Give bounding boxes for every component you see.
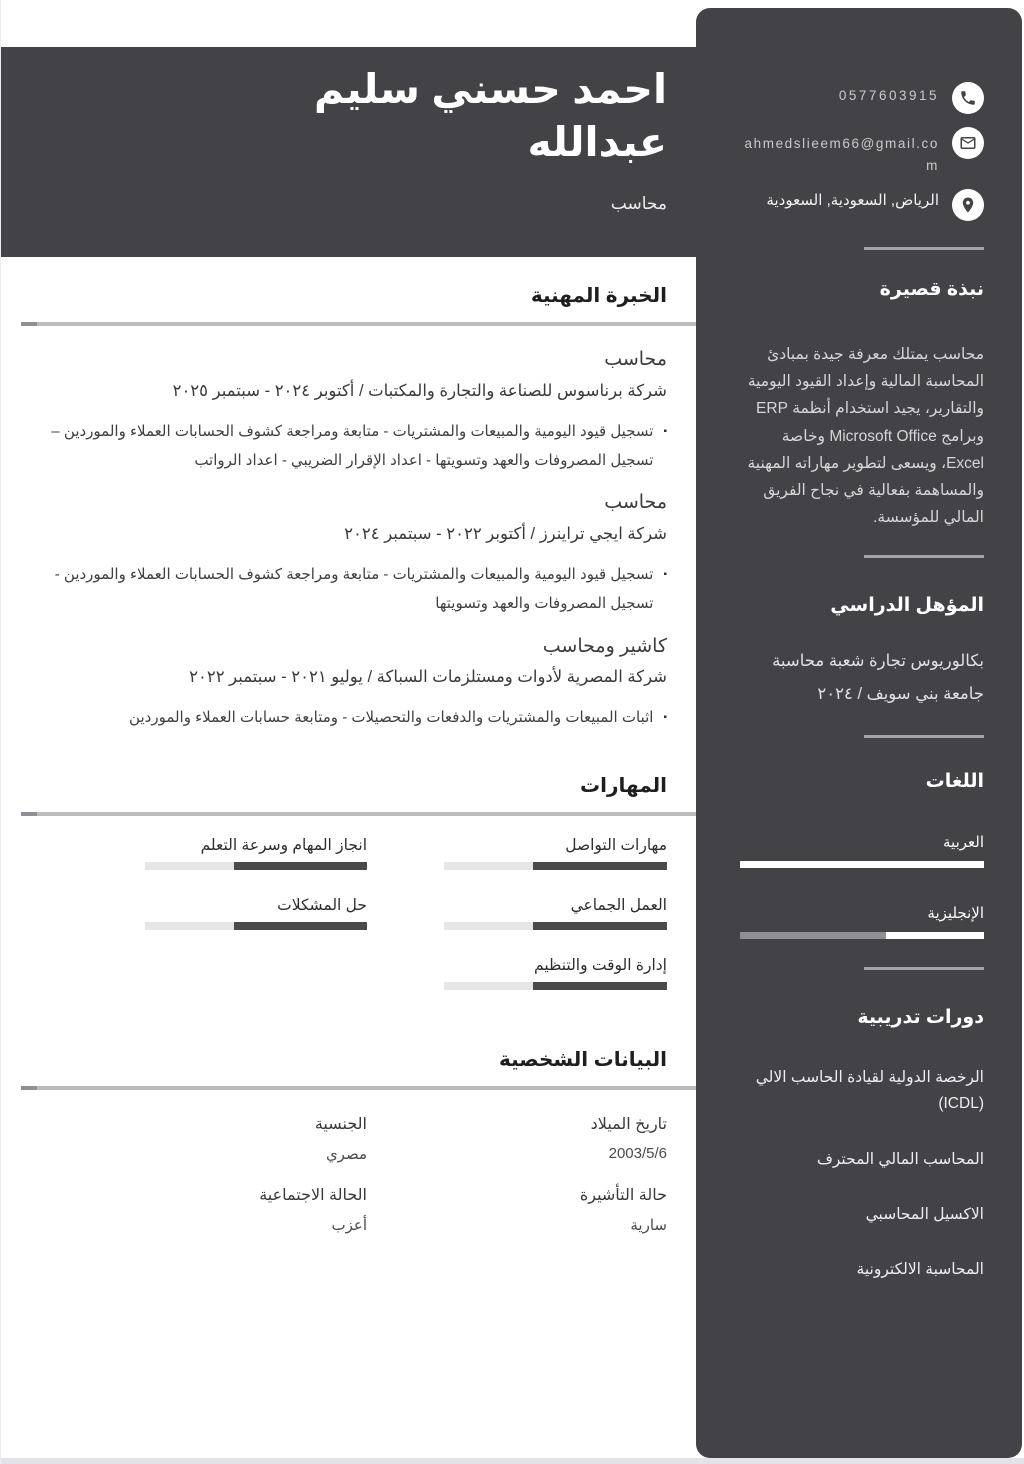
job-company-period: شركة برناسوس للصناعة والتجارة والمكتبات / أكتوبر ٢٠٢٤ - سبتمبر ٢٠٢٥	[172, 381, 667, 400]
personal-field	[444, 1185, 667, 1234]
location-text: الرياض, السعودية, السعودية	[766, 192, 939, 210]
skill-progress-fill	[234, 922, 367, 930]
contact-location-row	[740, 189, 984, 221]
skill-item	[145, 896, 367, 930]
section-rule	[21, 1086, 697, 1090]
job-entry	[21, 635, 667, 733]
skill-progress-fill	[533, 922, 667, 930]
personal-data-grid	[145, 1114, 667, 1234]
candidate-job-title: محاسب	[610, 193, 667, 213]
job-bullet	[21, 703, 667, 732]
personal-field-label: حالة التأشيرة	[579, 1186, 667, 1204]
contact-email-row	[740, 127, 984, 176]
job-title: كاشير ومحاسب	[542, 635, 667, 657]
experience-section-title: الخبرة المهنية	[530, 285, 667, 307]
skill-progressbar	[444, 982, 667, 990]
personal-field	[145, 1185, 367, 1234]
course-item: الاكسيل المحاسبي	[865, 1206, 984, 1224]
personal-field	[444, 1114, 667, 1163]
language-item	[740, 833, 984, 868]
courses-section-title: دورات تدريبية	[857, 1007, 984, 1029]
bullet-square-icon: ▪	[663, 712, 667, 724]
job-title: محاسب	[604, 349, 667, 370]
contact-phone-row	[740, 82, 984, 114]
skill-name: إدارة الوقت والتنظيم	[534, 956, 667, 974]
personal-field-label: الحالة الاجتماعية	[259, 1186, 367, 1204]
personal-field-value: 2003/5/6	[608, 1144, 667, 1162]
skill-item	[145, 836, 367, 870]
language-item	[740, 904, 984, 939]
skill-name: العمل الجماعي	[570, 896, 667, 914]
language-name: الإنجليزية	[927, 905, 984, 923]
personal-field-value: أعزب	[331, 1216, 367, 1234]
location-pin-icon	[952, 189, 984, 221]
page-bottom-edge	[1, 1458, 1024, 1464]
section-rule	[21, 322, 697, 326]
languages-section-title: اللغات	[925, 771, 984, 793]
skill-progressbar	[444, 922, 667, 930]
job-entry	[21, 348, 667, 475]
main-content	[1, 283, 697, 1234]
course-item: المحاسب المالي المحترف	[816, 1150, 984, 1168]
phone-number[interactable]: 0577603915	[838, 88, 939, 103]
skill-item	[444, 956, 667, 990]
course-item: الرخصة الدولية لقيادة الحاسب الالي (ICDL)	[755, 1069, 984, 1113]
courses-list	[740, 1065, 984, 1284]
job-bullet	[21, 560, 667, 619]
bullet-square-icon: ▪	[663, 569, 667, 581]
phone-icon	[952, 82, 984, 114]
skill-progressbar	[145, 862, 367, 870]
mail-icon	[952, 127, 984, 159]
summary-section-title: نبذة قصيرة	[879, 279, 984, 301]
language-progress-fill	[740, 861, 984, 868]
candidate-name: احمد حسني سليم عبدالله	[314, 66, 667, 166]
education-section-title: المؤهل الدراسي	[830, 595, 984, 617]
sidebar	[696, 8, 1022, 1458]
skills-grid	[145, 836, 667, 990]
sidebar-divider	[864, 967, 984, 970]
personal-field-value: سارية	[630, 1216, 667, 1234]
skill-name: حل المشكلات	[277, 896, 367, 914]
personal-field-value: مصري	[325, 1145, 367, 1163]
main-column	[1, 0, 697, 1464]
personal-field	[145, 1114, 367, 1163]
section-rule	[21, 812, 697, 816]
job-bullet-text: تسجيل قيود اليومية والمبيعات والمشتريات - متابعة ومراجعة كشوف الحسابات العملاء والموردين - تسجيل المصروفات والعهد وتسويتها	[54, 566, 654, 613]
job-title: محاسب	[604, 492, 667, 514]
language-progress-fill	[886, 932, 984, 939]
personal-field-label: تاريخ الميلاد	[590, 1115, 667, 1133]
bullet-square-icon: ▪	[663, 425, 667, 437]
language-progressbar	[740, 932, 984, 939]
personal-field-label: الجنسية	[314, 1115, 367, 1133]
skill-progressbar	[444, 862, 667, 870]
skill-name: انجاز المهام وسرعة التعلم	[200, 836, 367, 854]
skill-name: مهارات التواصل	[565, 836, 667, 854]
contact-block	[740, 82, 984, 221]
skill-item	[444, 896, 667, 930]
sidebar-divider	[864, 735, 984, 738]
personal-section-title: البيانات الشخصية	[498, 1048, 667, 1071]
education-text: بكالوريوس تجارة شعبة محاسبة جامعة بني سويف / ٢٠٢٤	[772, 652, 984, 704]
skill-progress-fill	[533, 862, 667, 870]
job-bullet-text: تسجيل قيود اليومية والمبيعات والمشتريات - متابعة ومراجعة كشوف الحسابات العملاء والموردين – تسجيل المصروفات والعهد وتسويتها - اعداد الإقرار الضريبي - اعداد الرواتب	[51, 422, 654, 470]
email-address[interactable]: ahmedslieem66@gmail.com	[744, 136, 939, 173]
job-entry	[21, 491, 667, 618]
skill-progress-fill	[234, 862, 367, 870]
job-company-period: شركة المصرية لأدوات ومستلزمات السباكة / يوليو ٢٠٢١ - سبتمبر ٢٠٢٢	[189, 668, 667, 687]
name-header-box	[1, 47, 697, 257]
job-company-period: شركة ايجي تراينرز / أكتوبر ٢٠٢٢ - سبتمبر ٢٠٢٤	[344, 524, 667, 543]
sidebar-divider	[864, 555, 984, 558]
summary-text: محاسب يمتلك معرفة جيدة بمبادئ المحاسبة المالية وإعداد القيود اليومية والتقارير، يجيد استخدام أنظمة ERP وبرامج Microsoft Office وخاصة Excel، ويسعى لتطوير مهاراته المهنية والمساهمة بفعالية في نجاح الفريق المالي للمؤسسة.	[747, 346, 984, 526]
skill-item	[444, 836, 667, 870]
skills-section-title: المهارات	[580, 774, 667, 797]
skill-progress-fill	[533, 982, 667, 990]
job-bullet	[21, 417, 667, 476]
course-item: المحاسبة الالكترونية	[856, 1261, 984, 1279]
language-progressbar	[740, 861, 984, 868]
skill-progressbar	[145, 922, 367, 930]
jobs-list	[21, 348, 667, 733]
language-name: العربية	[943, 834, 984, 852]
sidebar-divider	[864, 247, 984, 250]
job-bullet-text: اثبات المبيعات والمشتريات والدفعات والتحصيلات - ومتابعة حسابات العملاء والموردين	[129, 709, 654, 727]
